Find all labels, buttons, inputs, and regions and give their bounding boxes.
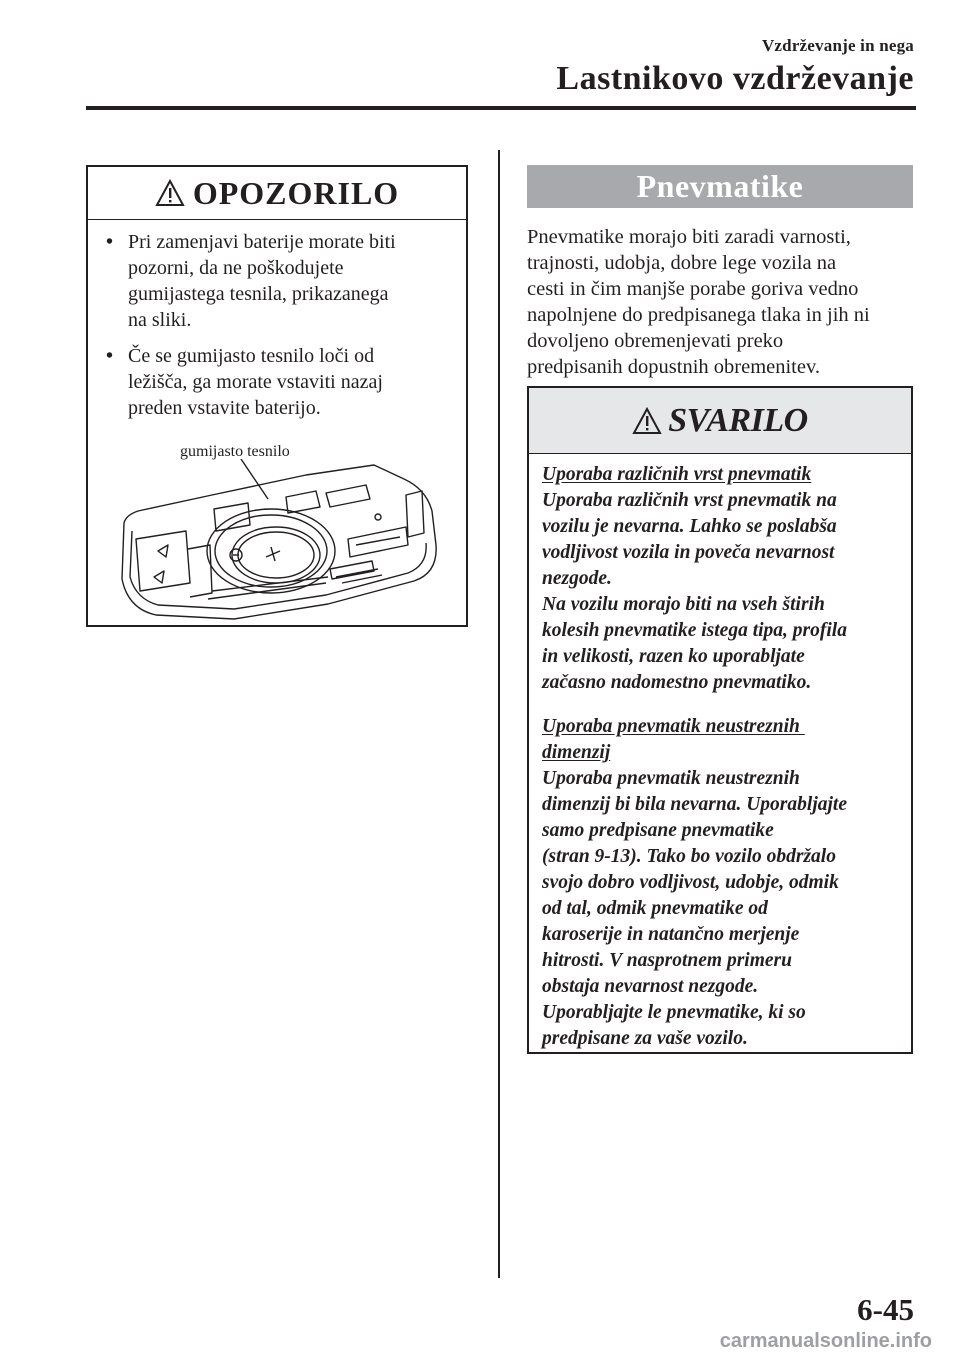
header-rule <box>86 106 916 110</box>
bullet-glyph: • <box>106 231 114 253</box>
section-paragraph <box>527 224 917 380</box>
bullet-glyph: • <box>106 345 114 367</box>
caution-block-1 <box>542 462 904 696</box>
chapter-subtitle: Vzdrževanje in nega <box>761 36 914 55</box>
caution-line: obstaja nevarnost nezgode. <box>542 976 759 997</box>
key-fob-illustration <box>116 459 446 624</box>
paragraph-line: dovoljeno obremenjevati preko <box>527 330 784 352</box>
page-number: 6-45 <box>857 1292 914 1327</box>
caution-subheading: Uporaba različnih vrst pnevmatik <box>542 464 812 485</box>
figure-label: gumijasto tesnilo <box>180 443 290 460</box>
bullet-line: ležišča, ga morate vstaviti nazaj <box>128 371 383 393</box>
caution-heading: SVARILO <box>668 401 808 439</box>
caution-line: karoserije in natančno merjenje <box>542 924 800 945</box>
caution-line: Na vozilu morajo biti na vseh štirih <box>542 594 825 615</box>
caution-line: dimenzij bi bila nevarna. Uporabljajte <box>542 794 847 815</box>
paragraph-line: napolnjene do predpisanega tlaka in jih ni <box>527 304 870 326</box>
paragraph-line: cesti in čim manjše porabe goriva vedno <box>527 278 859 300</box>
watermark: carmanualsonline.info <box>719 1330 932 1352</box>
page-title: Lastnikovo vzdrževanje <box>556 60 914 97</box>
bullet-line: pozorni, da ne poškodujete <box>128 257 344 279</box>
section-title: Pnevmatike <box>636 168 804 204</box>
warning-bullet-1 <box>106 229 456 339</box>
caution-line: in velikosti, razen ko uporabljate <box>542 646 805 667</box>
section-header <box>527 165 913 208</box>
caution-box <box>527 386 913 1054</box>
caution-line: predpisane za vaše vozilo. <box>542 1028 748 1049</box>
caution-line: Uporabljajte le pnevmatike, ki so <box>542 1002 806 1023</box>
warning-box <box>86 165 468 627</box>
bullet-line: Če se gumijasto tesnilo loči od <box>128 345 375 367</box>
caution-line: samo predpisane pnevmatike <box>542 820 774 841</box>
bullet-line: na sliki. <box>128 309 192 331</box>
caution-block-2 <box>542 714 904 1052</box>
caution-line: Uporaba pnevmatik neustreznih <box>542 768 800 789</box>
bullet-line: Pri zamenjavi baterije morate biti <box>128 231 396 253</box>
warning-header <box>88 167 466 220</box>
caution-line: svojo dobro vodljivost, udobje, odmik <box>542 872 839 893</box>
bullet-line: gumijastega tesnila, prikazanega <box>128 283 389 305</box>
caution-line: Uporaba različnih vrst pnevmatik na <box>542 490 837 511</box>
warning-bullet-2 <box>106 343 456 423</box>
caution-line: (stran 9-13). Tako bo vozilo obdržalo <box>542 846 836 867</box>
bullet-line: preden vstavite baterijo. <box>128 397 321 419</box>
column-divider <box>498 150 500 1278</box>
caution-line: od tal, odmik pnevmatike od <box>542 898 768 919</box>
paragraph-line: Pnevmatike morajo biti zaradi varnosti, <box>527 226 851 248</box>
caution-line: nezgode. <box>542 568 612 589</box>
paragraph-line: predpisanih dopustnih obremenitev. <box>527 356 821 378</box>
paragraph-line: trajnosti, udobja, dobre lege vozila na <box>527 252 837 274</box>
warning-heading: OPOZORILO <box>192 174 400 211</box>
warning-triangle-icon <box>155 179 185 207</box>
caution-line: vozilu je nevarna. Lahko se poslabša <box>542 516 837 537</box>
caution-line: vodljivost vozila in poveča nevarnost <box>542 542 835 563</box>
warning-triangle-icon <box>632 407 662 435</box>
caution-header <box>529 388 911 454</box>
caution-line: začasno nadomestno pnevmatiko. <box>542 672 812 693</box>
caution-line: kolesih pnevmatike istega tipa, profila <box>542 620 847 641</box>
caution-subheading: dimenzij <box>542 742 611 763</box>
caution-line: hitrosti. V nasprotnem primeru <box>542 950 792 971</box>
caution-subheading: Uporaba pnevmatik neustreznih <box>542 716 805 737</box>
